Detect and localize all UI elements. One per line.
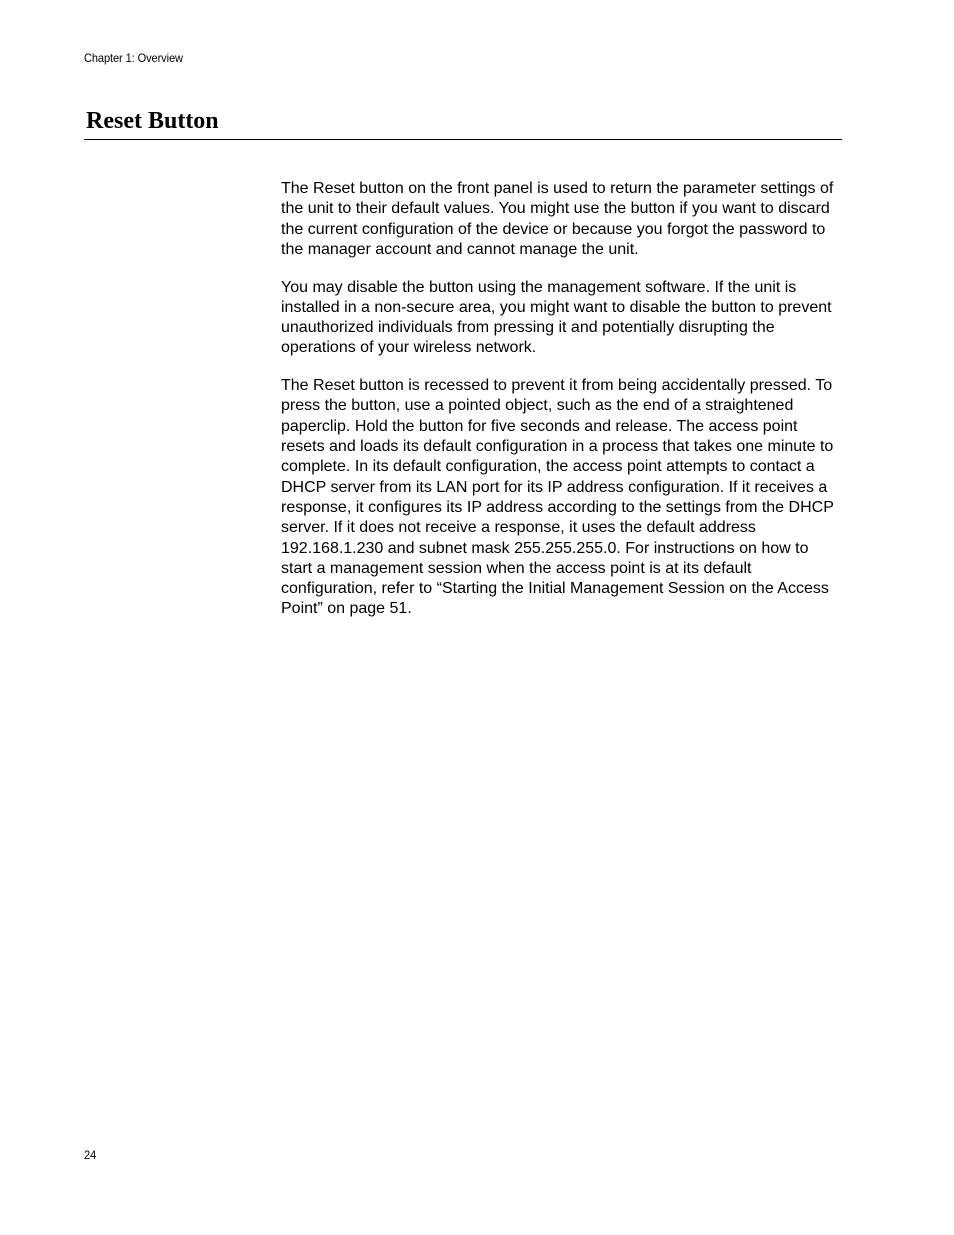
page-number: 24 bbox=[84, 1148, 97, 1162]
paragraph-2: You may disable the button using the management software. If the unit is installed in a non-secure area, you might want to disable the button to prevent unauthorized individuals from pressing it and potentially disrupting the operations of your wireless network. bbox=[281, 278, 832, 357]
heading-divider bbox=[84, 139, 842, 140]
running-header: Chapter 1: Overview bbox=[84, 51, 183, 65]
paragraph-1: The Reset button on the front panel is used to return the parameter settings of the unit to their default values. You might use the button if you want to discard the current configuration of the device or because you forgot the password to the manager account and cannot manage the unit. bbox=[281, 180, 834, 258]
paragraph-3: The Reset button is recessed to prevent it from being accidentally pressed. To press the button, use a pointed object, such as the end of a straightened paperclip. Hold the button for five seconds and release. The access point resets and loads its default configuration in a process that takes one minute to complete. In its default configuration, the access point attempts to contact a DHCP server from its LAN port for its IP address configuration. If it receives a response, it configures its IP address according to the settings from the DHCP server. If it does not receive a response, it uses the default address 192.168.1.230 and subnet mask 255.255.255.0. For instructions on how to start a management session when the access point is at its default configuration, refer to “Starting the Initial Management Session on the Access Point” on page 51. bbox=[281, 377, 834, 618]
section-title: Reset Button bbox=[86, 108, 219, 134]
body-text bbox=[281, 179, 843, 637]
